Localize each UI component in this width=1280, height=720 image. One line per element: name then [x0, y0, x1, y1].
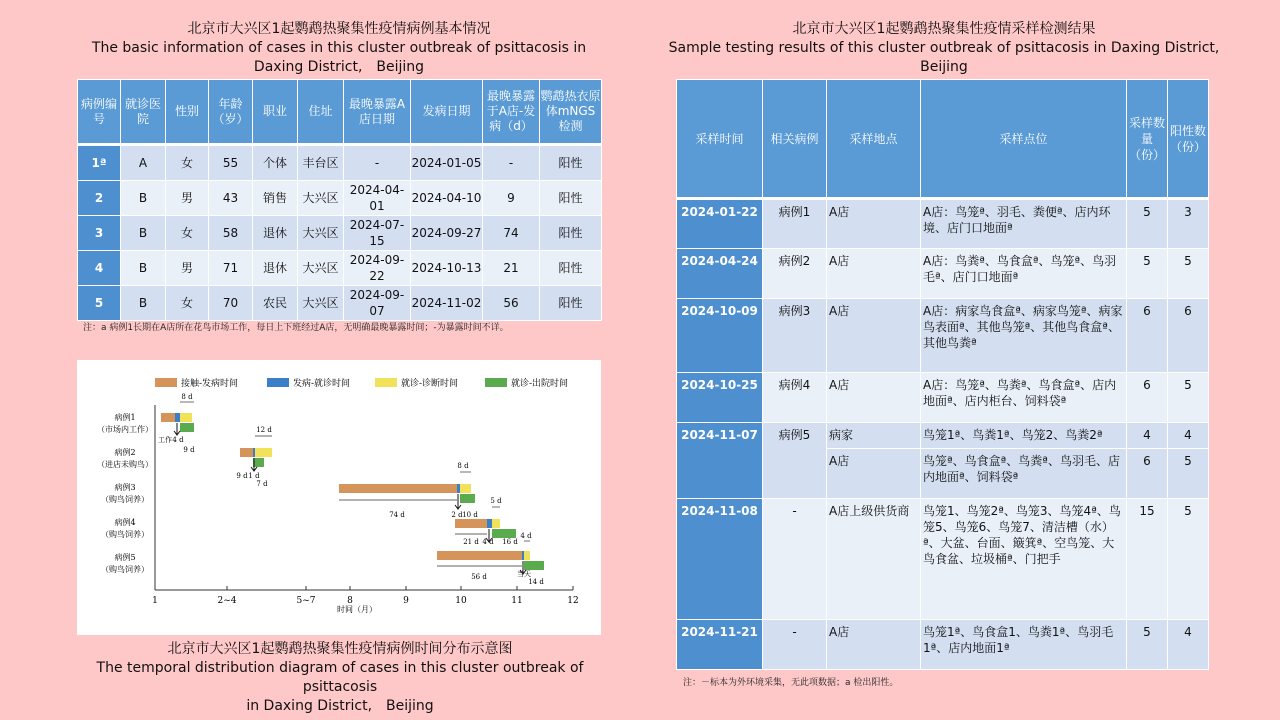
case-label-5: 病例5 [114, 553, 136, 562]
place-cell: A店 [827, 620, 921, 670]
place-cell: A店 [827, 449, 921, 499]
legend-label-diagnose: 就诊-诊断时间 [401, 379, 459, 389]
positive-cell: 6 [1168, 299, 1209, 373]
bar-contact [240, 448, 253, 457]
points-cell: 鸟笼1ª、鸟粪1ª、鸟笼2、鸟粪2ª [921, 423, 1127, 449]
duration-label: 当天 [517, 570, 531, 578]
count-cell: 15 [1127, 499, 1168, 620]
bar-contact [339, 484, 457, 493]
case-cell: 病例3 [763, 299, 827, 373]
address-cell: 丰台区 [298, 145, 344, 181]
onset-cell: 2024-10-13 [411, 251, 483, 286]
bar-contact [161, 413, 175, 422]
age-cell: 43 [209, 181, 253, 216]
case-label-3-sub: （购鸟饲养） [101, 495, 149, 504]
age-cell: 71 [209, 251, 253, 286]
address-cell: 大兴区 [298, 181, 344, 216]
case-cell: 病例5 [763, 423, 827, 499]
header-occupation: 职业 [253, 80, 298, 145]
bar-diagnose [255, 448, 272, 457]
case-label-2-sub: （进店未购鸟） [97, 460, 153, 469]
place-cell: A店 [827, 373, 921, 423]
hospital-cell: B [121, 181, 166, 216]
place-cell: A店 [827, 199, 921, 249]
hospital-cell: A [121, 145, 166, 181]
case-id: 2 [78, 181, 121, 216]
onset-cell: 2024-01-05 [411, 145, 483, 181]
duration-label: 16 d [502, 538, 518, 546]
duration-label: 8 d [457, 462, 469, 470]
age-cell: 70 [209, 286, 253, 321]
case-label-4-sub: （购鸟饲养） [101, 530, 149, 539]
sample-date-cell: 2024-10-09 [677, 299, 763, 373]
table-row [677, 499, 1209, 620]
case-id: 4 [78, 251, 121, 286]
case-id: 3 [78, 216, 121, 251]
table-row [677, 373, 1209, 423]
header-sample-date: 采样时间 [677, 80, 763, 199]
annotation-work: 工作 [158, 436, 172, 444]
points-cell: A店：鸟笼ª、鸟粪ª、鸟食盒ª、店内地面ª、店内柜台、饲料袋ª [921, 373, 1127, 423]
interval-cell: 74 [483, 216, 540, 251]
job-cell: 退休 [253, 216, 298, 251]
points-cell: 鸟笼1、鸟笼2ª、鸟笼3、鸟笼4ª、鸟笼5、鸟笼6、鸟笼7、清洁槽（水）ª、大盆、台面、簸箕ª、空鸟笼、大鸟食盆、垃圾桶ª、门把手 [921, 499, 1127, 620]
place-cell: A店 [827, 249, 921, 299]
duration-label: 4 d [520, 532, 532, 540]
result-cell: 阳性 [540, 181, 602, 216]
sex-cell: 男 [166, 181, 209, 216]
address-cell: 大兴区 [298, 286, 344, 321]
sample-table-title-en-line1: Sample testing results of this cluster outbreak of psittacosis in Daxing District, [668, 40, 1220, 56]
result-cell: 阳性 [540, 286, 602, 321]
sample-date-cell: 2024-11-21 [677, 620, 763, 670]
sample-date-cell: 2024-10-25 [677, 373, 763, 423]
bar-discharge [524, 561, 544, 570]
job-cell: 农民 [253, 286, 298, 321]
case-info-table [77, 79, 602, 321]
arrow [174, 423, 180, 435]
duration-label: 14 d [528, 578, 544, 586]
table-row [677, 299, 1209, 373]
duration-label: 4 d [172, 436, 184, 444]
points-cell: A店：病家鸟食盒ª、病家鸟笼ª、病家鸟表面ª、其他鸟笼ª、其他鸟食盒ª、其他鸟粪ª [921, 299, 1127, 373]
case-label-1: 病例1 [114, 413, 136, 422]
result-cell: 阳性 [540, 145, 602, 181]
header-age: 年龄（岁） [209, 80, 253, 145]
legend-label-visit: 发病-就诊时间 [293, 379, 351, 389]
onset-cell: 2024-09-27 [411, 216, 483, 251]
bar-discharge [492, 529, 516, 538]
duration-label: 56 d [471, 573, 487, 581]
points-cell: A店：鸟笼ª、羽毛、粪便ª、店内环境、店门口地面ª [921, 199, 1127, 249]
duration-label: 8 d [181, 393, 193, 401]
table-row [78, 251, 602, 286]
x-ticks [155, 586, 573, 590]
header-case-id: 病例编号 [78, 80, 121, 145]
x-tick-label: 11 [511, 596, 523, 606]
table-row [677, 199, 1209, 249]
x-axis-label: 时间（月） [337, 605, 377, 614]
sex-cell: 男 [166, 251, 209, 286]
case-table-header-row [78, 80, 602, 145]
x-tick-label: 1 [152, 596, 158, 606]
sample-table-title [660, 20, 1228, 77]
table-row [677, 249, 1209, 299]
case-label-4: 病例4 [114, 518, 136, 527]
count-cell: 6 [1127, 373, 1168, 423]
job-cell: 退休 [253, 251, 298, 286]
case-table-title-en-line1: The basic information of cases in this cluster outbreak of psittacosis in [91, 40, 587, 56]
age-cell: 55 [209, 145, 253, 181]
interval-cell: - [483, 145, 540, 181]
job-cell: 销售 [253, 181, 298, 216]
case-cell: - [763, 499, 827, 620]
count-cell: 5 [1127, 249, 1168, 299]
bar-diagnose [492, 519, 500, 528]
legend-swatch-discharge [485, 378, 507, 387]
positive-cell: 3 [1168, 199, 1209, 249]
bar-diagnose [524, 551, 530, 560]
x-tick-label: 8 [347, 596, 353, 606]
age-cell: 58 [209, 216, 253, 251]
onset-cell: 2024-04-10 [411, 181, 483, 216]
exposure-cell: 2024-09-07 [344, 286, 411, 321]
case-label-2: 病例2 [114, 448, 136, 457]
x-tick-label: 9 [403, 596, 409, 606]
header-mngs: 鹦鹉热衣原体mNGS检测 [540, 80, 602, 145]
table-row [677, 423, 1209, 449]
points-cell: 鸟笼ª、鸟食盒ª、鸟粪ª、鸟羽毛、店内地面ª、饲料袋ª [921, 449, 1127, 499]
header-interval: 最晚暴露于A店-发病（d） [483, 80, 540, 145]
header-sample-count: 采样数量（份） [1127, 80, 1168, 199]
duration-label: 9 d [183, 446, 195, 454]
sample-date-cell: 2024-11-07 [677, 423, 763, 499]
exposure-cell: 2024-07-15 [344, 216, 411, 251]
bar-discharge [460, 494, 475, 503]
timeline-caption [60, 640, 620, 716]
table-row [78, 286, 602, 321]
result-cell: 阳性 [540, 251, 602, 286]
case-label-3: 病例3 [114, 483, 136, 492]
table-row [78, 181, 602, 216]
bar-discharge [180, 423, 194, 432]
positive-cell: 5 [1168, 249, 1209, 299]
positive-cell: 5 [1168, 373, 1209, 423]
timeline-diagram [77, 360, 601, 635]
duration-label: 5 d [490, 497, 502, 505]
duration-label: 74 d [389, 511, 405, 519]
header-positive-count: 阳性数（份） [1168, 80, 1209, 199]
sex-cell: 女 [166, 216, 209, 251]
header-hospital: 就诊医院 [121, 80, 166, 145]
positive-cell: 4 [1168, 620, 1209, 670]
bar-contact [437, 551, 522, 560]
case-cell: 病例2 [763, 249, 827, 299]
bar-visit [253, 448, 255, 457]
place-cell: A店 [827, 299, 921, 373]
duration-label: 1 d [248, 472, 260, 480]
exposure-cell: 2024-04-01 [344, 181, 411, 216]
bar-visit [175, 413, 180, 422]
timeline-caption-en-line1: The temporal distribution diagram of cases in this cluster outbreak of psittacosis [96, 660, 584, 695]
onset-cell: 2024-11-02 [411, 286, 483, 321]
exposure-cell: - [344, 145, 411, 181]
hospital-cell: B [121, 286, 166, 321]
bar-contact [455, 519, 487, 528]
address-cell: 大兴区 [298, 251, 344, 286]
interval-cell: 21 [483, 251, 540, 286]
duration-label: 21 d [463, 538, 479, 546]
legend-swatch-contact [155, 378, 177, 387]
interval-cell: 56 [483, 286, 540, 321]
exposure-cell: 2024-09-22 [344, 251, 411, 286]
sample-date-cell: 2024-11-08 [677, 499, 763, 620]
sample-date-cell: 2024-04-24 [677, 249, 763, 299]
count-cell: 4 [1127, 423, 1168, 449]
timeline-caption-en-line2: in Daxing District, Beijing [246, 698, 434, 714]
header-sex: 性别 [166, 80, 209, 145]
positive-cell: 4 [1168, 423, 1209, 449]
case-table-title-cn: 北京市大兴区1起鹦鹉热聚集性疫情病例基本情况 [187, 21, 491, 37]
place-cell: 病家 [827, 423, 921, 449]
sample-table-footnote: 注：－标本为外环境采集，无此项数据；a 检出阳性。 [683, 678, 899, 688]
positive-cell: 5 [1168, 499, 1209, 620]
sex-cell: 女 [166, 145, 209, 181]
positive-cell: 5 [1168, 449, 1209, 499]
case-label-5-sub: （购鸟饲养） [101, 565, 149, 574]
sample-table-header-row [677, 80, 1209, 199]
count-cell: 5 [1127, 199, 1168, 249]
case-label-1-sub: （市场内工作） [97, 425, 153, 434]
case-table-footnote: 注：a 病例1长期在A店所在花鸟市场工作，每日上下班经过A店，无明确最晚暴露时间；-为暴露时间不详。 [83, 323, 509, 333]
case-table-title [77, 20, 601, 77]
duration-label: 9 d [236, 472, 248, 480]
bar-diagnose [460, 484, 471, 493]
case-id: 1ª [78, 145, 121, 181]
case-cell: 病例1 [763, 199, 827, 249]
x-tick-label: 10 [455, 596, 467, 606]
timeline-caption-cn: 北京市大兴区1起鹦鹉热聚集性疫情病例时间分布示意图 [167, 641, 513, 657]
count-cell: 6 [1127, 449, 1168, 499]
address-cell: 大兴区 [298, 216, 344, 251]
sex-cell: 女 [166, 286, 209, 321]
x-tick-label: 12 [567, 596, 579, 606]
duration-label: 7 d [256, 480, 268, 488]
bar-discharge [253, 458, 264, 467]
points-cell: A店：鸟粪ª、鸟食盒ª、鸟笼ª、鸟羽毛ª、店门口地面ª [921, 249, 1127, 299]
bar-visit [522, 551, 524, 560]
duration-label: 12 d [256, 426, 272, 434]
duration-label: 2 d [451, 511, 463, 519]
job-cell: 个体 [253, 145, 298, 181]
bar-diagnose [180, 413, 192, 422]
duration-label: 4 d [482, 538, 494, 546]
case-table-title-en-line2: Daxing District, Beijing [253, 59, 425, 75]
count-cell: 6 [1127, 299, 1168, 373]
count-cell: 5 [1127, 620, 1168, 670]
legend-swatch-visit [267, 378, 289, 387]
points-cell: 鸟笼1ª、鸟食盒1、鸟粪1ª、鸟羽毛1ª、店内地面1ª [921, 620, 1127, 670]
bar-visit [487, 519, 492, 528]
sample-date-cell: 2024-01-22 [677, 199, 763, 249]
header-onset-date: 发病日期 [411, 80, 483, 145]
result-cell: 阳性 [540, 216, 602, 251]
header-last-exposure: 最晚暴露A店日期 [344, 80, 411, 145]
header-address: 住址 [298, 80, 344, 145]
header-related-case: 相关病例 [763, 80, 827, 199]
case-cell: 病例4 [763, 373, 827, 423]
table-row [78, 145, 602, 181]
header-sample-place: 采样地点 [827, 80, 921, 199]
legend-label-contact: 接触-发病时间 [181, 379, 239, 389]
sample-table-title-en-line2: Beijing [920, 59, 968, 75]
x-tick-label: 2~4 [217, 596, 237, 606]
interval-cell: 9 [483, 181, 540, 216]
header-sample-points: 采样点位 [921, 80, 1127, 199]
table-row [78, 216, 602, 251]
hospital-cell: B [121, 251, 166, 286]
legend-label-discharge: 就诊-出院时间 [511, 379, 569, 389]
legend-swatch-diagnose [375, 378, 397, 387]
hospital-cell: B [121, 216, 166, 251]
case-id: 5 [78, 286, 121, 321]
sample-table-title-cn: 北京市大兴区1起鹦鹉热聚集性疫情采样检测结果 [792, 21, 1096, 37]
bar-visit [457, 484, 460, 493]
table-row [677, 620, 1209, 670]
x-tick-label: 5~7 [296, 596, 316, 606]
case-cell: - [763, 620, 827, 670]
place-cell: A店上级供货商 [827, 499, 921, 620]
sample-results-table [676, 79, 1209, 670]
duration-label: 10 d [462, 511, 478, 519]
